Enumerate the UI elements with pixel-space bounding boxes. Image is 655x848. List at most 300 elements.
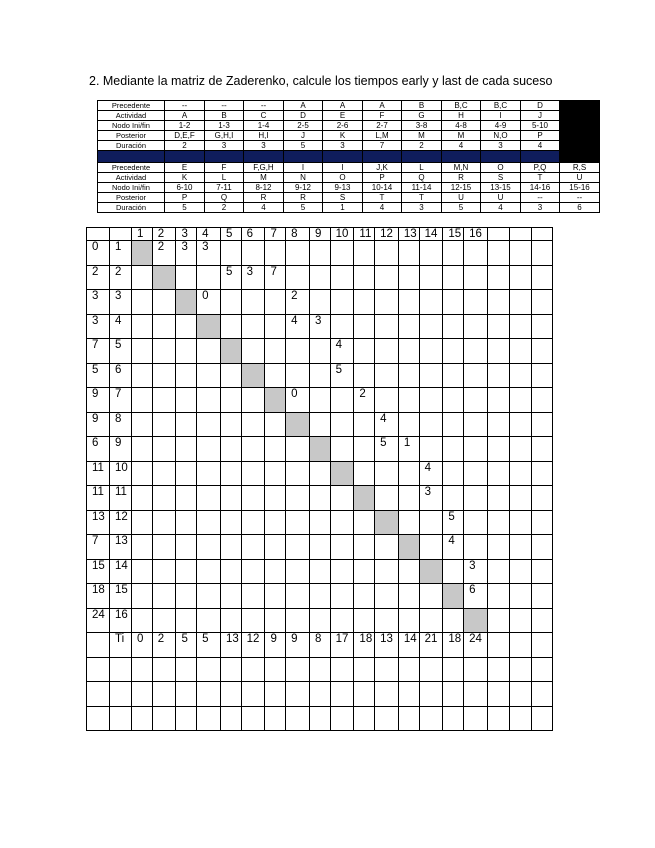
activity-cell: -- xyxy=(244,101,284,111)
matrix-cell xyxy=(241,388,265,413)
row-label: Posterior xyxy=(98,193,165,203)
matrix-cell xyxy=(330,535,354,560)
matrix-cell xyxy=(176,363,197,388)
empty-cell xyxy=(132,706,153,731)
activity-cell: D,E,F xyxy=(165,131,205,141)
matrix-cell xyxy=(330,241,354,266)
exercise-title: 2. Mediante la matriz de Zaderenko, calcule los tiempos early y last de cada suceso xyxy=(89,74,553,88)
column-node-header: 14 xyxy=(419,228,443,241)
matrix-cell xyxy=(375,363,399,388)
empty-cell xyxy=(509,608,531,633)
ti-value-cell: 9 xyxy=(265,633,286,658)
matrix-cell xyxy=(464,437,488,462)
empty-cell xyxy=(487,461,509,486)
matrix-cell xyxy=(419,535,443,560)
matrix-cell xyxy=(241,608,265,633)
matrix-cell xyxy=(419,608,443,633)
activity-cell: 1-2 xyxy=(165,121,205,131)
matrix-row xyxy=(87,314,553,339)
matrix-row xyxy=(87,608,553,633)
matrix-row xyxy=(87,437,553,462)
duration-cell: 3 xyxy=(309,314,330,339)
matrix-cell xyxy=(309,363,330,388)
matrix-row xyxy=(87,265,553,290)
diagonal-cell xyxy=(375,510,399,535)
empty-cell xyxy=(509,657,531,682)
matrix-cell xyxy=(354,241,375,266)
matrix-cell xyxy=(330,559,354,584)
column-node-header: 1 xyxy=(132,228,153,241)
empty-cell xyxy=(265,706,286,731)
matrix-cell xyxy=(354,437,375,462)
matrix-cell xyxy=(330,486,354,511)
activity-cell: B xyxy=(205,111,244,121)
separator-cell xyxy=(442,151,481,163)
matrix-cell xyxy=(354,314,375,339)
matrix-cell xyxy=(197,559,221,584)
empty-cell xyxy=(487,657,509,682)
activity-cell: F xyxy=(363,111,402,121)
activity-cell: L,M xyxy=(363,131,402,141)
matrix-cell xyxy=(176,388,197,413)
matrix-cell xyxy=(286,265,310,290)
zaderenko-matrix xyxy=(86,227,553,731)
duration-cell: 3 xyxy=(464,559,488,584)
column-node-header: 8 xyxy=(286,228,310,241)
matrix-cell xyxy=(286,486,310,511)
row-node-label: 14 xyxy=(110,559,132,584)
row-label: Precedente xyxy=(98,101,165,111)
empty-cell xyxy=(487,706,509,731)
empty-cell xyxy=(464,682,488,707)
activity-cell: 2-6 xyxy=(323,121,363,131)
empty-cell xyxy=(265,682,286,707)
empty-cell xyxy=(509,314,531,339)
duration-cell: 3 xyxy=(419,486,443,511)
matrix-cell xyxy=(330,510,354,535)
matrix-cell xyxy=(398,265,419,290)
empty-cell xyxy=(87,657,110,682)
empty-cell xyxy=(487,535,509,560)
matrix-cell xyxy=(286,510,310,535)
empty-cell xyxy=(330,706,354,731)
row-node-label: 9 xyxy=(110,437,132,462)
activity-cell: G xyxy=(402,111,442,121)
matrix-cell xyxy=(309,608,330,633)
empty-cell xyxy=(464,657,488,682)
ti-value-cell: 5 xyxy=(197,633,221,658)
row-label: Actividad xyxy=(98,173,165,183)
diagonal-cell xyxy=(132,241,153,266)
matrix-cell xyxy=(176,412,197,437)
empty-cell xyxy=(487,241,509,266)
empty-cell xyxy=(110,657,132,682)
early-time-cell: 3 xyxy=(87,314,110,339)
duration-cell: 5 xyxy=(220,265,241,290)
column-node-header: 16 xyxy=(464,228,488,241)
empty-cell xyxy=(531,584,552,609)
empty-cell xyxy=(531,437,552,462)
matrix-cell xyxy=(197,265,221,290)
empty-cell xyxy=(487,290,509,315)
matrix-cell xyxy=(197,535,221,560)
matrix-row xyxy=(87,510,553,535)
empty-cell xyxy=(286,657,310,682)
activity-cell: 7-11 xyxy=(205,183,244,193)
activity-row xyxy=(98,121,600,131)
matrix-cell xyxy=(132,510,153,535)
empty-cell xyxy=(176,657,197,682)
column-node-header: 10 xyxy=(330,228,354,241)
column-node-header: 6 xyxy=(241,228,265,241)
empty-cell xyxy=(531,535,552,560)
empty-cell xyxy=(375,657,399,682)
activity-cell: 2-5 xyxy=(284,121,323,131)
matrix-cell xyxy=(286,559,310,584)
empty-cell xyxy=(309,682,330,707)
matrix-cell xyxy=(375,339,399,364)
activity-cell: 5-10 xyxy=(521,121,560,131)
diagonal-cell xyxy=(309,437,330,462)
empty-cell xyxy=(531,412,552,437)
matrix-cell xyxy=(220,241,241,266)
matrix-cell xyxy=(330,437,354,462)
activity-cell: M xyxy=(402,131,442,141)
matrix-cell xyxy=(197,412,221,437)
matrix-cell xyxy=(241,559,265,584)
matrix-cell xyxy=(464,339,488,364)
empty-cell xyxy=(531,314,552,339)
empty-cell xyxy=(398,682,419,707)
matrix-cell xyxy=(152,535,176,560)
matrix-cell xyxy=(132,363,153,388)
row-label: Nodo Ini/fin xyxy=(98,121,165,131)
matrix-cell xyxy=(176,265,197,290)
matrix-cell xyxy=(265,559,286,584)
activity-cell: P xyxy=(521,131,560,141)
empty-cell xyxy=(487,633,509,658)
matrix-cell xyxy=(176,339,197,364)
activity-row xyxy=(98,141,600,151)
activity-cell: H xyxy=(442,111,481,121)
column-node-header: 15 xyxy=(443,228,464,241)
activity-cell: L xyxy=(205,173,244,183)
row-label: Duración xyxy=(98,141,165,151)
column-node-header: 9 xyxy=(309,228,330,241)
early-time-cell: 9 xyxy=(87,388,110,413)
matrix-cell xyxy=(197,437,221,462)
early-time-cell: 7 xyxy=(87,339,110,364)
column-node-header: 2 xyxy=(152,228,176,241)
ti-value-cell: 2 xyxy=(152,633,176,658)
matrix-cell xyxy=(265,461,286,486)
matrix-cell xyxy=(265,486,286,511)
matrix-cell xyxy=(220,535,241,560)
activity-cell: F xyxy=(205,163,244,173)
matrix-cell xyxy=(464,290,488,315)
matrix-cell xyxy=(265,363,286,388)
duration-cell: 2 xyxy=(354,388,375,413)
early-time-cell: 6 xyxy=(87,437,110,462)
matrix-cell xyxy=(220,559,241,584)
matrix-cell xyxy=(241,535,265,560)
empty-cell xyxy=(87,633,110,658)
empty-cell xyxy=(286,706,310,731)
matrix-cell xyxy=(265,437,286,462)
duration-cell: 4 xyxy=(443,535,464,560)
ti-value-cell: 0 xyxy=(132,633,153,658)
duration-cell: 0 xyxy=(197,290,221,315)
early-time-cell: 0 xyxy=(87,241,110,266)
activity-cell: 2 xyxy=(205,203,244,213)
empty-cell xyxy=(419,657,443,682)
ti-value-cell: 8 xyxy=(309,633,330,658)
matrix-cell xyxy=(375,486,399,511)
row-label: Actividad xyxy=(98,111,165,121)
matrix-cell xyxy=(398,339,419,364)
activity-cell: 11-14 xyxy=(402,183,442,193)
column-node-header: 13 xyxy=(398,228,419,241)
matrix-cell xyxy=(220,461,241,486)
matrix-cell xyxy=(176,535,197,560)
matrix-cell xyxy=(152,486,176,511)
activity-cell: 6-10 xyxy=(165,183,205,193)
row-label: Duración xyxy=(98,203,165,213)
activity-cell: T xyxy=(363,193,402,203)
matrix-cell xyxy=(220,363,241,388)
matrix-cell xyxy=(309,290,330,315)
matrix-cell xyxy=(132,486,153,511)
early-time-cell: 7 xyxy=(87,535,110,560)
diagonal-cell xyxy=(398,535,419,560)
matrix-cell xyxy=(220,486,241,511)
empty-cell xyxy=(375,682,399,707)
activity-cell: J xyxy=(521,111,560,121)
separator-cell xyxy=(284,151,323,163)
matrix-cell xyxy=(152,412,176,437)
activity-cell: 15-16 xyxy=(560,183,600,193)
activity-cell: R xyxy=(244,193,284,203)
activity-row xyxy=(98,101,600,111)
ti-row xyxy=(87,633,553,658)
activity-row xyxy=(98,183,600,193)
empty-cell xyxy=(152,706,176,731)
activity-cell: 5 xyxy=(442,203,481,213)
activity-cell: J,K xyxy=(363,163,402,173)
matrix-cell xyxy=(398,486,419,511)
row-node-label: 6 xyxy=(110,363,132,388)
activity-table xyxy=(97,100,600,213)
matrix-cell xyxy=(375,608,399,633)
empty-cell xyxy=(197,706,221,731)
row-label: Nodo Ini/fin xyxy=(98,183,165,193)
matrix-cell xyxy=(241,486,265,511)
duration-cell: 4 xyxy=(330,339,354,364)
empty-cell xyxy=(531,486,552,511)
matrix-cell xyxy=(330,265,354,290)
matrix-cell xyxy=(265,290,286,315)
early-time-cell: 3 xyxy=(87,290,110,315)
ti-label: Ti xyxy=(110,633,132,658)
activity-cell: 10-14 xyxy=(363,183,402,193)
diagonal-cell xyxy=(464,608,488,633)
matrix-cell xyxy=(398,388,419,413)
empty-cell xyxy=(531,706,552,731)
empty-cell xyxy=(241,657,265,682)
empty-cell xyxy=(398,657,419,682)
matrix-cell xyxy=(464,265,488,290)
empty-cell xyxy=(487,265,509,290)
matrix-cell xyxy=(152,290,176,315)
empty-cell xyxy=(509,633,531,658)
empty-cell xyxy=(487,486,509,511)
empty-cell xyxy=(354,682,375,707)
activity-cell: Q xyxy=(402,173,442,183)
empty-cell xyxy=(509,584,531,609)
ti-value-cell: 18 xyxy=(354,633,375,658)
row-node-label: 5 xyxy=(110,339,132,364)
diagonal-cell xyxy=(330,461,354,486)
matrix-cell xyxy=(152,559,176,584)
early-time-cell: 11 xyxy=(87,486,110,511)
matrix-cell xyxy=(152,437,176,462)
matrix-row xyxy=(87,290,553,315)
empty-cell xyxy=(110,228,132,241)
matrix-cell xyxy=(354,461,375,486)
matrix-cell xyxy=(330,412,354,437)
separator-band xyxy=(98,151,600,163)
row-node-label: 7 xyxy=(110,388,132,413)
matrix-cell xyxy=(464,535,488,560)
matrix-cell xyxy=(241,290,265,315)
empty-cell xyxy=(509,363,531,388)
empty-cell xyxy=(509,412,531,437)
matrix-cell xyxy=(197,486,221,511)
matrix-cell xyxy=(419,437,443,462)
empty-cell xyxy=(509,228,531,241)
matrix-cell xyxy=(443,265,464,290)
empty-cell xyxy=(443,657,464,682)
activity-cell: B xyxy=(402,101,442,111)
activity-cell: O xyxy=(323,173,363,183)
early-time-cell: 9 xyxy=(87,412,110,437)
activity-cell: 1-3 xyxy=(205,121,244,131)
ti-value-cell: 13 xyxy=(220,633,241,658)
activity-cell: A xyxy=(323,101,363,111)
blank-row xyxy=(87,682,553,707)
activity-cell: Q xyxy=(205,193,244,203)
activity-cell: 1 xyxy=(323,203,363,213)
empty-cell xyxy=(464,706,488,731)
activity-cell: S xyxy=(481,173,521,183)
empty-cell xyxy=(509,265,531,290)
activity-cell: E xyxy=(323,111,363,121)
activity-cell: T xyxy=(402,193,442,203)
empty-cell xyxy=(531,290,552,315)
matrix-cell xyxy=(286,584,310,609)
matrix-cell xyxy=(419,584,443,609)
matrix-cell xyxy=(354,265,375,290)
duration-cell: 7 xyxy=(265,265,286,290)
matrix-cell xyxy=(375,265,399,290)
activity-cell: R,S xyxy=(560,163,600,173)
matrix-cell xyxy=(375,314,399,339)
matrix-cell xyxy=(286,363,310,388)
empty-cell xyxy=(509,682,531,707)
matrix-cell xyxy=(464,314,488,339)
activity-cell: 4-8 xyxy=(442,121,481,131)
empty-cell xyxy=(241,706,265,731)
matrix-cell xyxy=(132,412,153,437)
empty-cell xyxy=(87,706,110,731)
empty-cell xyxy=(509,486,531,511)
activity-cell: 5 xyxy=(284,141,323,151)
row-node-label: 1 xyxy=(110,241,132,266)
matrix-cell xyxy=(375,535,399,560)
activity-cell: J xyxy=(284,131,323,141)
activity-cell: 9-13 xyxy=(323,183,363,193)
activity-cell: N,O xyxy=(481,131,521,141)
empty-cell xyxy=(531,559,552,584)
matrix-cell xyxy=(241,241,265,266)
activity-cell: 3 xyxy=(205,141,244,151)
column-node-header: 7 xyxy=(265,228,286,241)
column-node-header: 5 xyxy=(220,228,241,241)
matrix-cell xyxy=(309,461,330,486)
matrix-cell xyxy=(197,339,221,364)
matrix-cell xyxy=(132,388,153,413)
activity-cell: A xyxy=(165,111,205,121)
matrix-cell xyxy=(398,314,419,339)
empty-cell xyxy=(531,265,552,290)
activity-row xyxy=(98,173,600,183)
activity-cell: 4 xyxy=(363,203,402,213)
matrix-cell xyxy=(398,608,419,633)
matrix-cell xyxy=(419,241,443,266)
matrix-cell xyxy=(464,363,488,388)
matrix-cell xyxy=(220,608,241,633)
matrix-cell xyxy=(220,437,241,462)
matrix-cell xyxy=(176,486,197,511)
activity-cell: M xyxy=(442,131,481,141)
activity-cell: P xyxy=(363,173,402,183)
matrix-cell xyxy=(375,290,399,315)
matrix-cell xyxy=(132,290,153,315)
matrix-row xyxy=(87,241,553,266)
activity-cell: T xyxy=(521,173,560,183)
duration-cell: 0 xyxy=(286,388,310,413)
empty-cell xyxy=(531,363,552,388)
empty-cell xyxy=(220,706,241,731)
empty-cell xyxy=(509,339,531,364)
activity-cell: 3-8 xyxy=(402,121,442,131)
empty-cell xyxy=(487,584,509,609)
empty-cell xyxy=(531,657,552,682)
matrix-cell xyxy=(286,437,310,462)
row-node-label: 3 xyxy=(110,290,132,315)
matrix-cell xyxy=(375,461,399,486)
activity-cell: 1-4 xyxy=(244,121,284,131)
empty-cell xyxy=(509,535,531,560)
activity-cell: 13-15 xyxy=(481,183,521,193)
matrix-cell xyxy=(330,290,354,315)
column-node-header: 4 xyxy=(197,228,221,241)
matrix-cell xyxy=(398,412,419,437)
empty-cell xyxy=(330,682,354,707)
matrix-cell xyxy=(132,339,153,364)
matrix-cell xyxy=(176,314,197,339)
matrix-cell xyxy=(309,535,330,560)
